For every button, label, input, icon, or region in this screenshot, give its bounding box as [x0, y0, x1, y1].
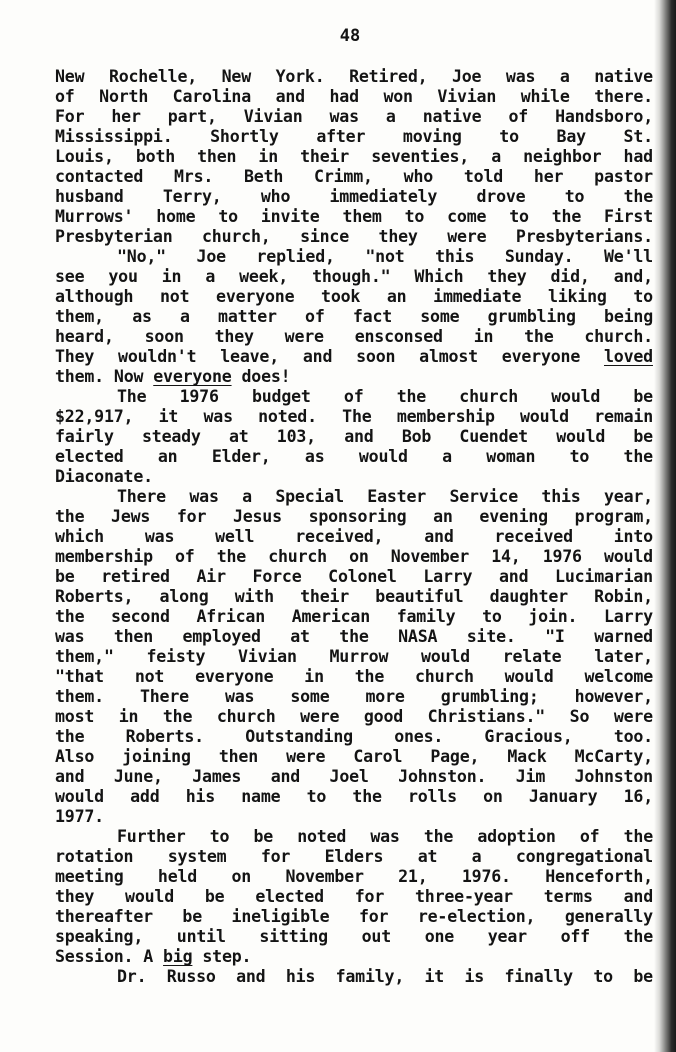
text-line: For her part, Vivian was a native of Handsboro,	[55, 107, 653, 126]
text-line: most in the church were good Christians." So were	[55, 707, 653, 726]
text-line: husband Terry, who immediately drove to the	[55, 187, 653, 206]
text-line: Roberts, along with their beautiful daughter Robin,	[55, 587, 653, 606]
text-line: Mississippi. Shortly after moving to Bay St.	[55, 127, 653, 146]
text-line: "No," Joe replied, "not this Sunday. We'll	[117, 247, 653, 266]
text-line: them, as a matter of fact some grumbling being	[55, 307, 653, 326]
text-line: They wouldn't leave, and soon almost everyone loved	[55, 347, 653, 366]
text-line: speaking, until sitting out one year off the	[55, 927, 653, 946]
text-line: New Rochelle, New York. Retired, Joe was a native	[55, 67, 653, 86]
text-line: be retired Air Force Colonel Larry and Lucimarian	[55, 567, 653, 586]
text-line: elected an Elder, as would a woman to the	[55, 447, 653, 466]
text-line: Also joining then were Carol Page, Mack McCarty,	[55, 747, 653, 766]
text-line: Further to be noted was the adoption of the	[117, 827, 653, 846]
page-number: 48	[339, 26, 361, 46]
text-line: of North Carolina and had won Vivian while there.	[55, 87, 653, 106]
text-line: them. There was some more grumbling; however,	[55, 687, 653, 706]
text-line: Murrows' home to invite them to come to the First	[55, 207, 653, 226]
text-line: Presbyterian church, since they were Presbyterians.	[55, 227, 653, 246]
body-text	[55, 67, 653, 987]
text-line: membership of the church on November 14, 1976 would	[55, 547, 653, 566]
text-line: contacted Mrs. Beth Crimm, who told her pastor	[55, 167, 653, 186]
text-line: thereafter be ineligible for re-election, generally	[55, 907, 653, 926]
text-line: they would be elected for three-year terms and	[55, 887, 653, 906]
scan-edge-shadow	[654, 0, 676, 1052]
text-line: the Roberts. Outstanding ones. Gracious, too.	[55, 727, 653, 746]
text-line: although not everyone took an immediate liking to	[55, 287, 653, 306]
text-line: the second African American family to join. Larry	[55, 607, 653, 626]
text-line: Session. A big step.	[55, 947, 252, 966]
text-line: meeting held on November 21, 1976. Henceforth,	[55, 867, 653, 886]
text-line: them. Now everyone does!	[55, 367, 291, 386]
text-line: rotation system for Elders at a congregational	[55, 847, 653, 866]
text-line: Diaconate.	[55, 467, 153, 486]
text-line: Dr. Russo and his family, it is finally to be	[117, 967, 653, 986]
text-line: $22,917, it was noted. The membership would remain	[55, 407, 653, 426]
text-line: fairly steady at 103, and Bob Cuendet would be	[55, 427, 653, 446]
text-line: heard, soon they were ensconsed in the church.	[55, 327, 653, 346]
text-line: The 1976 budget of the church would be	[117, 387, 653, 406]
text-line: "that not everyone in the church would welcome	[55, 667, 653, 686]
text-line: them," feisty Vivian Murrow would relate later,	[55, 647, 653, 666]
text-line: would add his name to the rolls on January 16,	[55, 787, 653, 806]
text-line: see you in a week, though." Which they did, and,	[55, 267, 653, 286]
text-line: and June, James and Joel Johnston. Jim Johnston	[55, 767, 653, 786]
text-line: the Jews for Jesus sponsoring an evening program,	[55, 507, 653, 526]
text-line: which was well received, and received into	[55, 527, 653, 546]
text-line: was then employed at the NASA site. "I warned	[55, 627, 653, 646]
text-line: Louis, both then in their seventies, a neighbor had	[55, 147, 653, 166]
text-line: There was a Special Easter Service this year,	[117, 487, 653, 506]
text-line: 1977.	[55, 807, 104, 826]
